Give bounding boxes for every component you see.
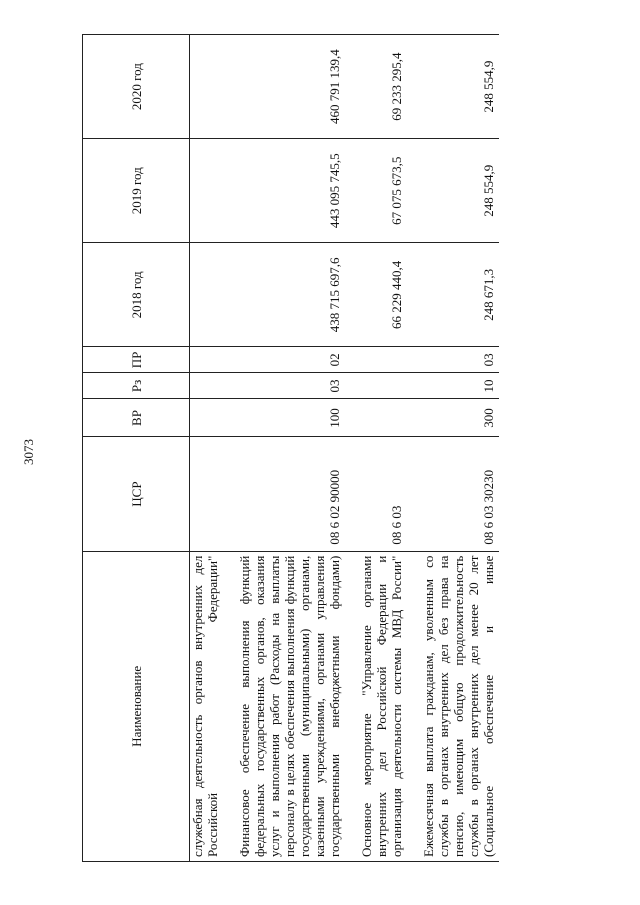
- row-2018: [190, 243, 224, 347]
- row-2019: 67 075 673,5: [359, 139, 407, 243]
- row-spacer: [407, 35, 421, 862]
- row-vr: 300: [421, 399, 499, 437]
- page-number: 3073: [21, 439, 36, 465]
- row-2018: 248 671,3: [421, 243, 499, 347]
- header-csr: ЦСР: [83, 437, 190, 551]
- header-name: Наименование: [83, 551, 190, 861]
- row-pr: 03: [421, 347, 499, 373]
- header-2018: 2018 год: [83, 243, 190, 347]
- row-rz: [190, 373, 224, 399]
- row-2020: [190, 35, 224, 139]
- row-2020: 460 791 139,4: [237, 35, 345, 139]
- row-csr: 08 6 03 30230: [421, 437, 499, 551]
- table-row: [190, 35, 224, 862]
- row-2019: 443 095 745,5: [237, 139, 345, 243]
- table-row: [359, 35, 407, 862]
- row-pr: 02: [237, 347, 345, 373]
- row-name: Основное мероприятие "Управление органами внутренних дел Российской Федерации и организация деятельности системы МВД России": [359, 551, 407, 861]
- row-name: Финансовое обеспечение выполнения функций федеральных государственных органов, оказания услуг и выполнения работ (Расходы на выплаты персоналу в целях обеспечения выполнения функций государственными (муниципальными) органами, казенными учреждениями, органами управления государственными внебюджетными фондами): [237, 551, 345, 861]
- header-2020: 2020 год: [83, 35, 190, 139]
- row-csr: 08 6 03: [359, 437, 407, 551]
- row-2020: 248 554,9: [421, 35, 499, 139]
- row-rz: 10: [421, 373, 499, 399]
- row-2018: 438 715 697,6: [237, 243, 345, 347]
- table-header-row: [83, 35, 190, 862]
- row-pr: [190, 347, 224, 373]
- row-spacer: [223, 35, 237, 862]
- row-2019: 248 554,9: [421, 139, 499, 243]
- row-rz: [359, 373, 407, 399]
- table-row: [237, 35, 345, 862]
- row-vr: 100: [237, 399, 345, 437]
- row-csr: 08 6 02 90000: [237, 437, 345, 551]
- row-2020: 69 233 295,4: [359, 35, 407, 139]
- row-2018: 66 229 440,4: [359, 243, 407, 347]
- budget-table-container: [82, 34, 612, 862]
- row-rz: 03: [237, 373, 345, 399]
- row-name: Ежемесячная выплата гражданам, уволенным со службы в органах внутренних дел без права на пенсию, имеющим общую продолжительность службы в органах внутренних дел менее 20 лет (Социальное обеспечение и иные: [421, 551, 499, 861]
- header-vr: ВР: [83, 399, 190, 437]
- table-row: [421, 35, 499, 862]
- header-rz: Рз: [83, 373, 190, 399]
- row-spacer: [345, 35, 359, 862]
- row-2019: [190, 139, 224, 243]
- row-csr: [190, 437, 224, 551]
- row-vr: [359, 399, 407, 437]
- row-name: служебная деятельность органов внутренних дел Российской Федерации": [190, 551, 224, 861]
- header-2019: 2019 год: [83, 139, 190, 243]
- header-pr: ПР: [83, 347, 190, 373]
- budget-table: [82, 34, 499, 862]
- row-vr: [190, 399, 224, 437]
- row-pr: [359, 347, 407, 373]
